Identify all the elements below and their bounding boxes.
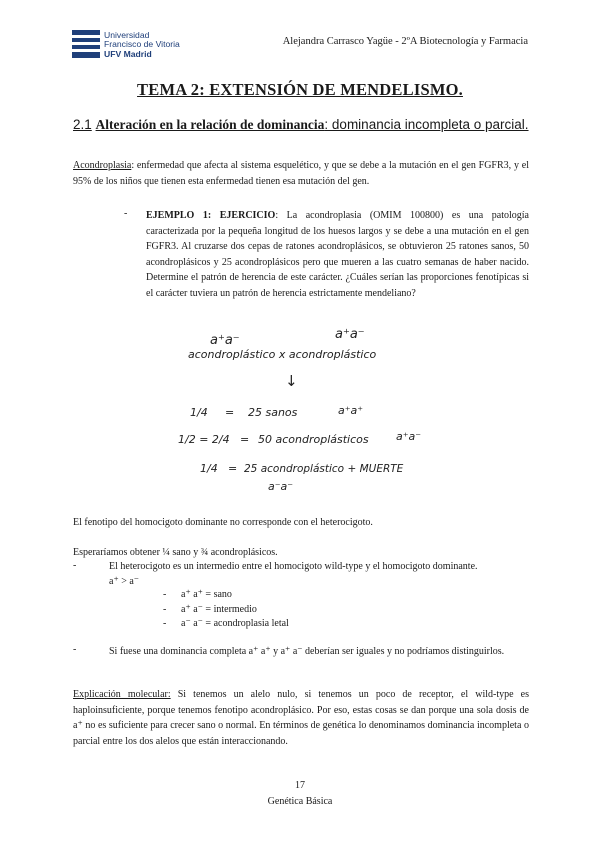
heterocigoto-item bbox=[73, 560, 529, 589]
footer-subject: Genética Básica bbox=[267, 796, 333, 807]
sketch-row-equals: = bbox=[225, 406, 235, 419]
example-item bbox=[124, 208, 529, 301]
dominance-dash: - bbox=[73, 644, 77, 655]
section-number: 2.1 bbox=[73, 117, 92, 132]
sketch-row-description: 25 sanos bbox=[248, 406, 298, 419]
page-title: TEMA 2: EXTENSIÓN DE MENDELISMO. bbox=[137, 80, 463, 99]
allele-relation: a⁺ > a⁻ bbox=[109, 575, 140, 587]
molecular-paragraph bbox=[73, 687, 529, 749]
sketch-row-description: 50 acondroplásticos bbox=[258, 433, 369, 446]
sketch-row-fraction: 1/4 bbox=[200, 462, 218, 475]
section-heading bbox=[73, 116, 529, 133]
example-text: : La acondroplasia (OMIM 100800) es una patología caracterizada por la pequeña longitud de los huesos largos y se debe a una mutación en el gen FGFR3. Al cruzarse dos cepas de ratones acondroplásicos, se obtuvieron 25 ratones sanos, 50 acondroplásicos y 25 acondroplásicos pero que mueren a las cuatro semanas de haber nacido. Determine el patrón de herencia de este carácter. ¿Cuáles serían las proporciones fenotípicas si el carácter tuviera un patrón de herencia estrictamente mendeliano? bbox=[146, 210, 529, 299]
sketch-row-genotype: a⁺a⁻ bbox=[396, 430, 422, 443]
sketch-row-fraction: 1/4 bbox=[190, 406, 208, 419]
example-dash: - bbox=[124, 208, 128, 219]
example-text-block bbox=[146, 208, 529, 301]
sketch-row-description: 25 acondroplástico + MUERTE bbox=[244, 463, 404, 475]
molecular-text: Si tenemos un alelo nulo, si tenemos un poco de receptor, el wild-type es haploinsuficiente, porque tenemos fenotipo acondroplásico. Por eso, estas cosas se dan porque una sola dosis de a⁺ no es suficiente para crecer sano o normal. En términos de genética lo denominamos dominancia incompleta o parcial entre los dos alelos que están interaccionando. bbox=[73, 689, 529, 747]
heterocigoto-text: El heterocigoto es un intermedio entre el homocigoto wild-type y el homocigoto dominante. bbox=[109, 561, 478, 572]
sketch-row-genotype: a⁻a⁻ bbox=[268, 480, 294, 493]
sketch-genotype-left: a⁺a⁻ bbox=[210, 333, 240, 348]
dominance-text: Si fuese una dominancia completa a⁺ a⁺ y a⁺ a⁻ deberían ser iguales y no podríamos distinguirlos. bbox=[109, 646, 505, 657]
handwritten-cross-sketch bbox=[170, 320, 430, 500]
expected-paragraph: Esperaríamos obtener ¼ sano y ¾ acondroplásicos. bbox=[73, 547, 278, 558]
page-number: 17 bbox=[295, 780, 305, 791]
sketch-genotype-right: a⁺a⁻ bbox=[335, 327, 365, 342]
acondroplasia-paragraph bbox=[73, 158, 529, 189]
sketch-row-genotype: a⁺a⁺ bbox=[338, 404, 364, 417]
sketch-cross-line: acondroplástico x acondroplástico bbox=[188, 348, 377, 361]
sketch-row-equals: = bbox=[240, 433, 250, 446]
logo-text: Universidad Francisco de Vitoria UFV Madrid bbox=[104, 30, 180, 59]
sketch-row-fraction: 1/2 = 2/4 bbox=[178, 433, 230, 446]
heterocigoto-dash: - bbox=[73, 560, 77, 571]
list-item: - a⁺ a⁻ = intermedio bbox=[163, 603, 257, 615]
genotype-list bbox=[163, 588, 463, 632]
section-bold-title: Alteración en la relación de dominancia bbox=[95, 117, 325, 132]
sketch-row-equals: = bbox=[228, 462, 238, 475]
phenotype-paragraph: El fenotipo del homocigoto dominante no corresponde con el heterocigoto. bbox=[73, 517, 373, 528]
molecular-term: Explicación molecular: bbox=[73, 689, 171, 700]
dominance-item bbox=[73, 644, 529, 660]
university-logo bbox=[72, 30, 192, 66]
section-subtitle: : dominancia incompleta o parcial. bbox=[324, 117, 529, 132]
sketch-arrow-icon: ↓ bbox=[285, 372, 298, 390]
acondroplasia-text: : enfermedad que afecta al sistema esquelético, y que se debe a la mutación en el gen FGFR3, y el 95% de los niños que tienen esta enfermedad tienen esa mutación del gen. bbox=[73, 160, 529, 187]
list-item: - a⁺ a⁺ = sano bbox=[163, 589, 232, 600]
logo-emblem-icon bbox=[72, 30, 100, 58]
header-author: Alejandra Carrasco Yagüe - 2ºA Biotecnología y Farmacia bbox=[282, 36, 528, 47]
list-item: - a⁻ a⁻ = acondroplasia letal bbox=[163, 618, 289, 629]
example-label: EJEMPLO 1: EJERCICIO bbox=[146, 210, 276, 221]
acondroplasia-term: Acondroplasia bbox=[73, 160, 132, 171]
